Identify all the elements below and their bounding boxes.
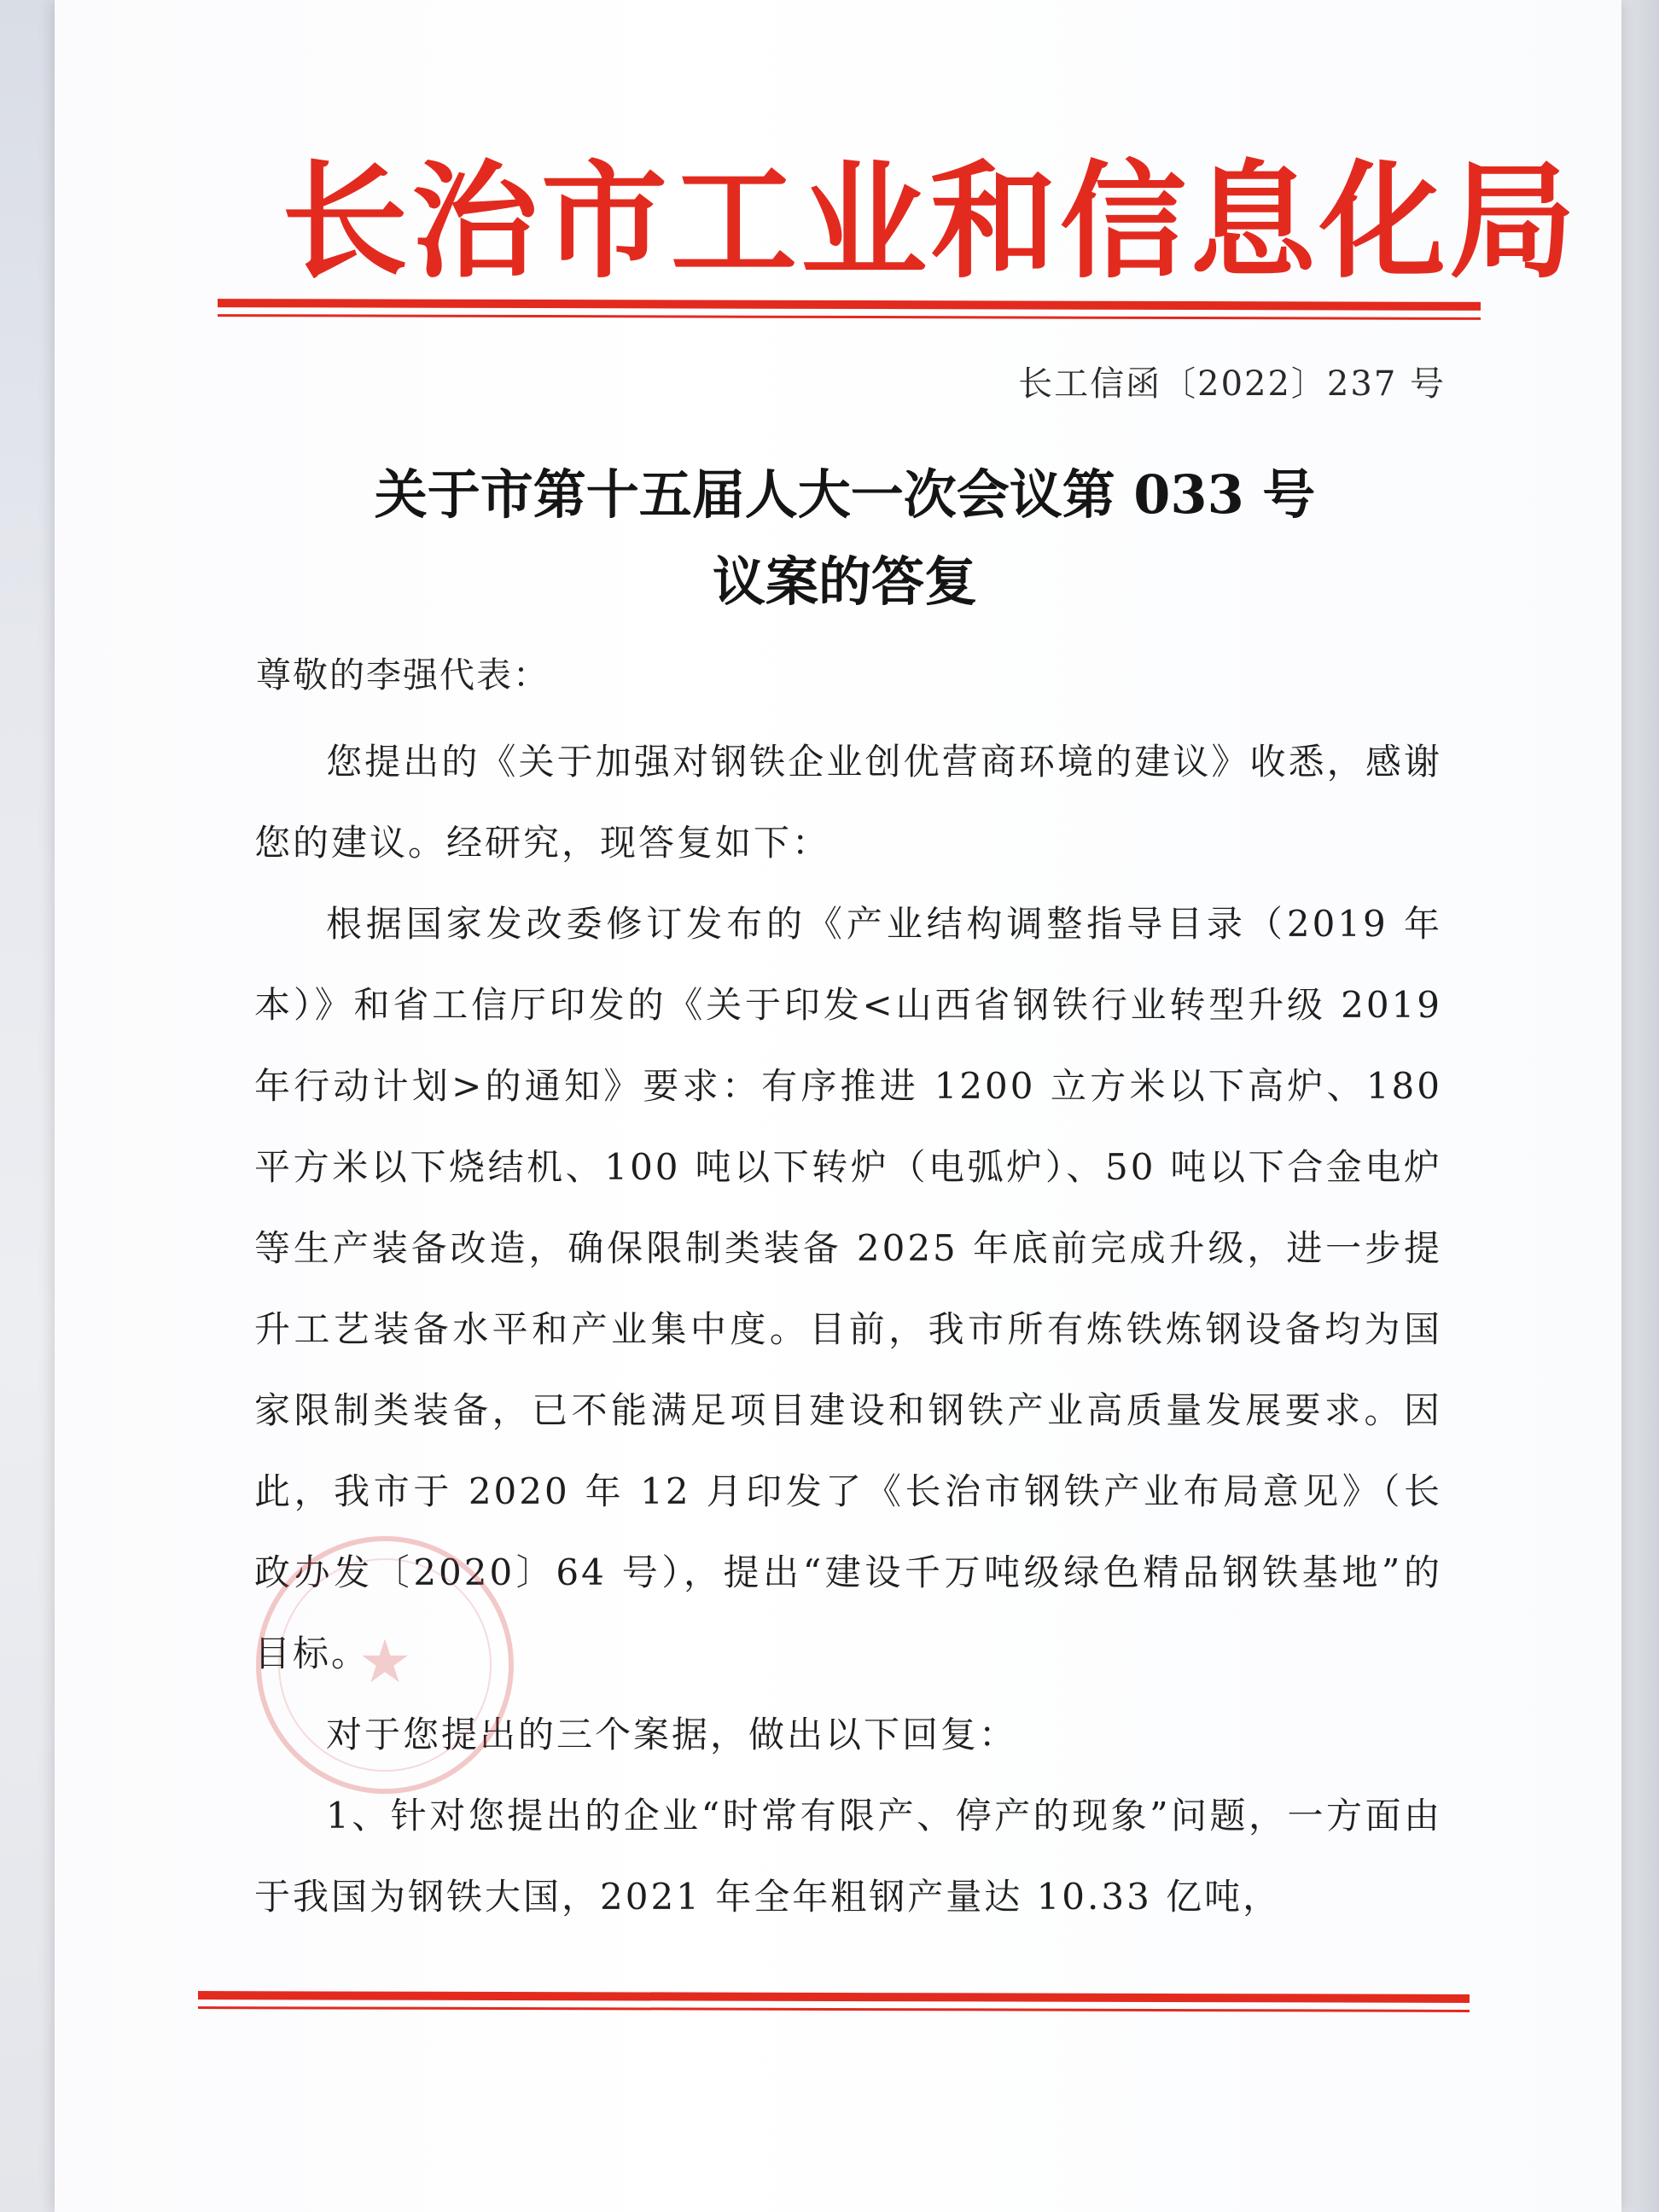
background-edge: [1621, 0, 1659, 2212]
paragraph-acknowledgement: 您提出的《关于加强对钢铁企业创优营商环境的建议》收悉，感谢您的建议。经研究，现答复如下：: [254, 741, 1442, 864]
paragraph-response-intro: 对于您提出的三个案据，做出以下回复：: [326, 1714, 1018, 1755]
document-title-line-1: 关于市第十五届人大一次会议第 033 号: [374, 463, 1316, 526]
greeting: 尊敬的李强代表：: [256, 655, 550, 696]
seal-star-icon: ★: [358, 1627, 412, 1697]
paragraph-policy-background: 根据国家发改委修订发布的《产业结构调整指导目录（2019 年本）》和省工信厅印发的《关于印发<山西省钢铁行业转型升级 2019 年行动计划>的通知》要求：有序推进 1200 立方米以下高炉、180 平方米以下烧结机、100 吨以下转炉（电弧炉）、50 吨以下合金电炉等生产装备改造，确保限制类装备 2025 年底前完成升级，进一步提升工艺装备水平和产业集中度。目前，我市所有炼铁炼钢设备均为国家限制类装备，已不能满足项目建设和钢铁产业高质量发展要求。因此，我市于 2020 年 12 月印发了《长治市钢铁产业布局意见》（长政办发〔2020〕64 号），提出“建设千万吨级绿色精品钢铁基地”的目标。: [254, 903, 1442, 1674]
official-seal-faint: [256, 1536, 514, 1794]
document-title-line-2: 议案的答复: [712, 550, 977, 613]
document-number: 长工信函〔2022〕237 号: [1018, 364, 1446, 404]
organization-header: 长治市工业和信息化局: [282, 148, 1579, 295]
paragraph-response-1: 1、针对您提出的企业“时常有限产、停产的现象”问题，一方面由于我国为钢铁大国，2021 年全年粗钢产量达 10.33 亿吨，: [254, 1795, 1442, 1918]
